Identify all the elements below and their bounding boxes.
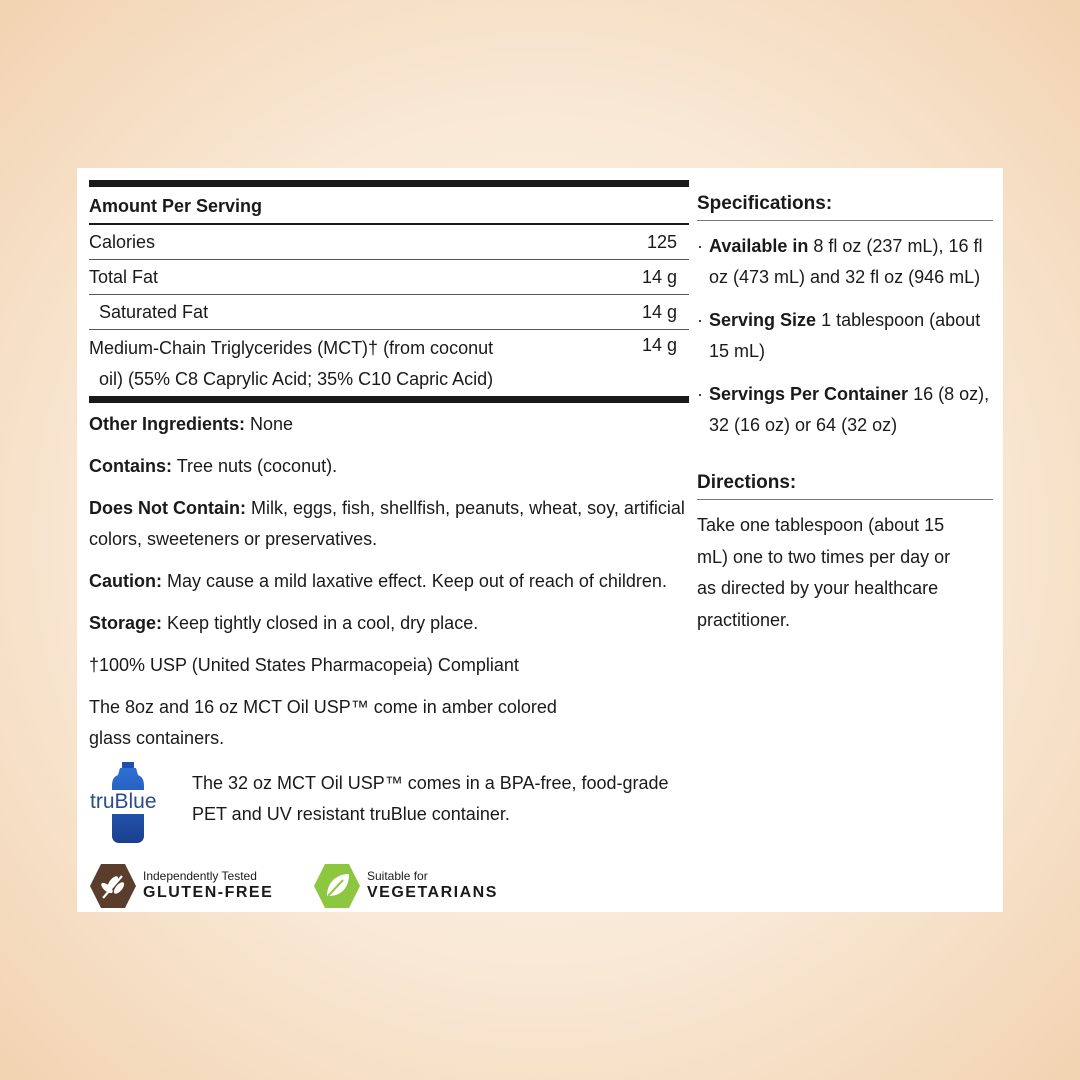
- nutrition-row-saturated-fat: [89, 295, 689, 330]
- nutrient-value: 14 g: [641, 266, 677, 287]
- nutrition-row-calories: [89, 225, 689, 260]
- other-ingredients-value: None: [250, 414, 294, 434]
- spec-available-in: [697, 231, 993, 293]
- nutrient-name: Total Fat: [89, 266, 159, 287]
- gluten-line2: GLUTEN-FREE: [143, 884, 274, 901]
- caution-label: Caution:: [89, 571, 162, 591]
- spec-value: 8 fl oz (237 mL), 16 fl oz (473 mL) and 32 fl oz (946 mL): [709, 236, 983, 287]
- bullet-icon: ·: [697, 310, 703, 330]
- storage-label: Storage:: [89, 613, 163, 633]
- spec-value: 1 tablespoon (about 15 mL): [709, 310, 981, 361]
- spec-label: Available in: [709, 236, 809, 256]
- ingredient-info: [89, 403, 689, 754]
- does-not-contain-label: Does Not Contain:: [89, 498, 246, 518]
- nutrient-value: 14 g: [641, 301, 677, 322]
- caution-value: May cause a mild laxative effect. Keep out of reach of children.: [167, 571, 667, 591]
- nutrient-name-line2: oil) (55% C8 Caprylic Acid; 35% C10 Capric Acid): [99, 369, 494, 389]
- other-ingredients-label: Other Ingredients:: [89, 414, 246, 434]
- bullet-icon: ·: [697, 384, 703, 404]
- nutrient-value: 125: [646, 231, 677, 252]
- contains-label: Contains:: [89, 456, 172, 476]
- wheat-hexagon-icon: [89, 862, 137, 910]
- nutrient-value: 14 g: [641, 335, 677, 355]
- vegetarian-badge: [313, 862, 498, 910]
- trublue-section: [89, 762, 689, 848]
- spec-label: Serving Size: [709, 310, 817, 330]
- product-info-card: [77, 168, 1003, 912]
- bottom-rule: [89, 396, 689, 403]
- left-column: [89, 180, 689, 922]
- does-not-contain: [89, 482, 689, 555]
- caution: [89, 555, 689, 597]
- other-ingredients: [89, 403, 689, 440]
- trublue-logo-text: truBlue: [90, 790, 157, 813]
- nutrient-name: Calories: [89, 231, 156, 252]
- contains: [89, 440, 689, 482]
- leaf-hexagon-icon: [313, 862, 361, 910]
- nutrient-name-line1: Medium-Chain Triglycerides (MCT)† (from coconut: [89, 338, 494, 358]
- nutrient-name: [89, 330, 519, 395]
- trublue-note: The 32 oz MCT Oil USP™ comes in a BPA-free, food-grade PET and UV resistant truBlue container.: [192, 773, 669, 824]
- spec-value: 16 (8 oz), 32 (16 oz) or 64 (32 oz): [709, 384, 990, 435]
- trublue-logo: [89, 762, 173, 844]
- veg-line2: VEGETARIANS: [367, 884, 498, 901]
- right-column: [697, 188, 993, 636]
- usp-note: †100% USP (United States Pharmacopeia) Compliant: [89, 655, 519, 675]
- nutrition-row-total-fat: [89, 260, 689, 295]
- glass-container-note: The 8oz and 16 oz MCT Oil USP™ come in amber colored glass containers.: [89, 697, 557, 748]
- specifications-title: Specifications:: [697, 188, 993, 221]
- amount-per-serving-header: Amount Per Serving: [89, 187, 689, 225]
- does-not-contain-value: Milk, eggs, fish, shellfish, peanuts, wheat, soy, artificial colors, sweeteners or preservatives.: [89, 498, 685, 549]
- nutrition-row-mct: [89, 330, 689, 396]
- gluten-free-badge: [89, 862, 273, 910]
- spec-label: Servings Per Container: [709, 384, 909, 404]
- directions-text: Take one tablespoon (about 15 mL) one to two times per day or as directed by your healthcare practitioner.: [697, 515, 951, 630]
- gluten-line1: Independently Tested: [143, 869, 257, 883]
- vegetarian-label: [367, 869, 498, 903]
- top-rule: [89, 180, 689, 187]
- gluten-free-label: [143, 869, 273, 903]
- nutrient-name: Saturated Fat: [99, 301, 209, 322]
- contains-value: Tree nuts (coconut).: [176, 456, 338, 476]
- directions-title: Directions:: [697, 467, 993, 500]
- veg-line1: Suitable for: [367, 869, 428, 883]
- spec-serving-size: [697, 305, 993, 367]
- spec-servings-per-container: [697, 379, 993, 441]
- certification-badges: [89, 862, 689, 922]
- storage-value: Keep tightly closed in a cool, dry place.: [167, 613, 479, 633]
- bullet-icon: ·: [697, 236, 703, 256]
- storage: [89, 597, 689, 639]
